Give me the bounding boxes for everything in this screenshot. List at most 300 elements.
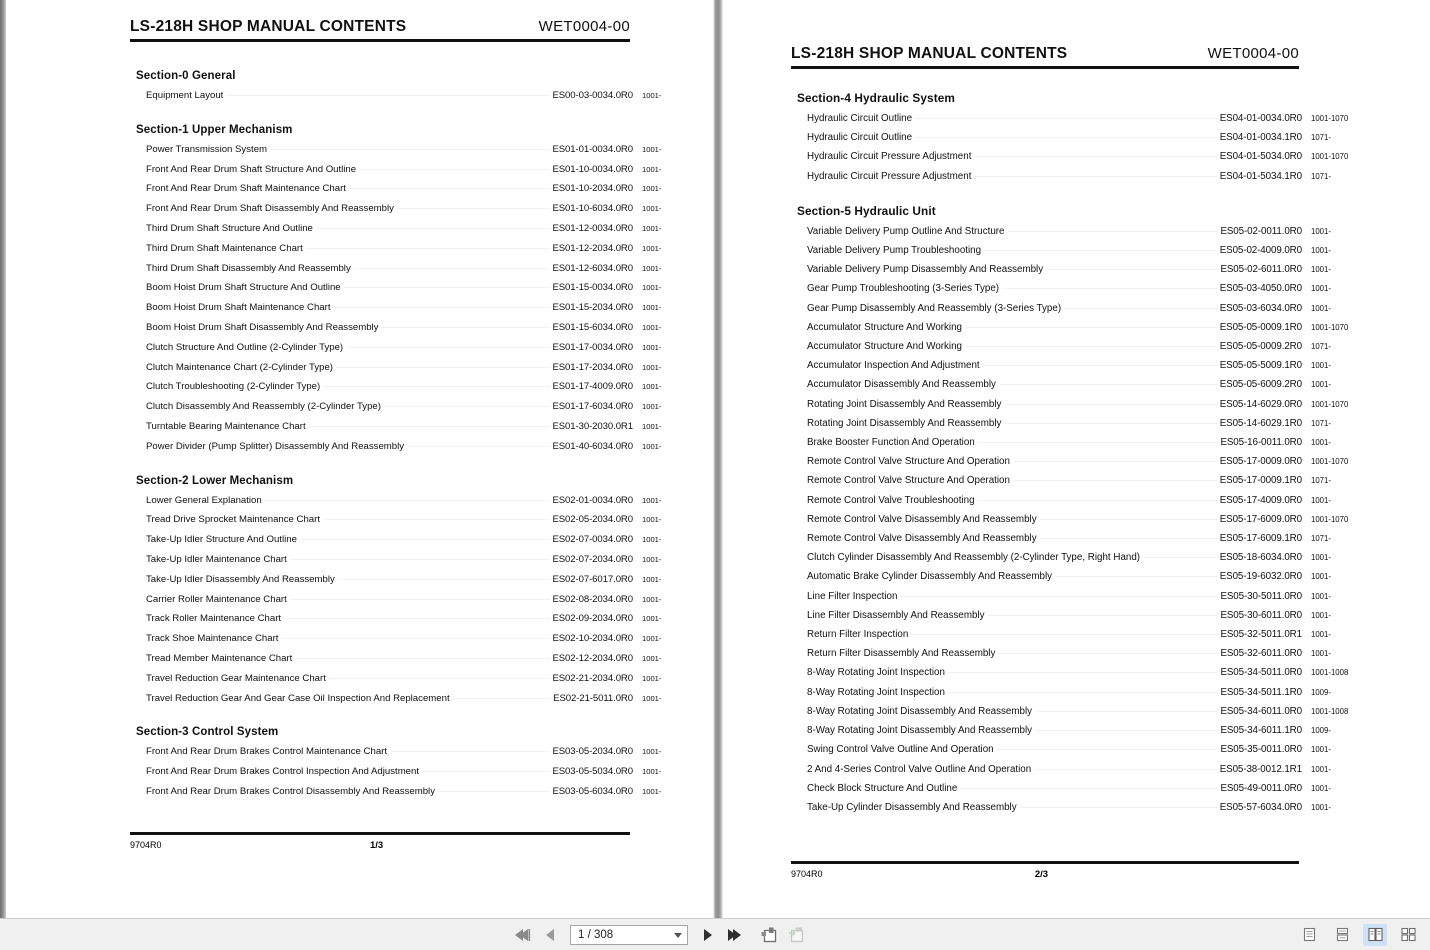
toc-entry-document-code: ES05-05-5009.1R0 [1219, 360, 1302, 372]
toc-entry-document-code: ES04-01-5034.1R0 [1219, 170, 1302, 182]
toc-entry-document-code: ES02-12-2034.0R0 [552, 652, 633, 664]
toc-entry-document-code: ES05-14-6029.0R0 [1219, 398, 1302, 410]
toc-entry-serial-number: 1001-1070 [1311, 514, 1349, 524]
toc-entry-document-code: ES02-01-0034.0R0 [552, 494, 633, 506]
page-2-page-number: 2/3 [1034, 869, 1049, 880]
page-2-title: LS-218H SHOP MANUAL CONTENTS [791, 45, 1068, 62]
toc-entry-leader-dots [323, 511, 550, 520]
toc-entry-label: Brake Booster Function And Operation [807, 437, 975, 449]
toc-entry-serial-number: 1071- [1311, 133, 1331, 143]
toc-entry-label: Swing Control Valve Outline And Operation [807, 744, 994, 756]
toc-entry-label: Third Drum Shaft Structure And Outline [146, 222, 313, 234]
toc-entry[interactable] [807, 779, 1363, 798]
toc-entry-document-code: ES05-32-5011.0R1 [1220, 629, 1302, 641]
toc-entry-document-code: ES01-10-2034.0R0 [552, 183, 633, 195]
toc-entry[interactable] [146, 239, 700, 259]
toc-entry-leader-dots [1004, 415, 1217, 424]
footer-rule [130, 832, 630, 835]
toc-entry[interactable] [807, 337, 1363, 356]
toc-entry[interactable] [146, 278, 700, 298]
toc-entry-serial-number: 1001- [642, 614, 662, 624]
toc-entry[interactable] [146, 377, 700, 397]
toc-entry[interactable] [807, 395, 1363, 414]
toc-entry-leader-dots [974, 168, 1217, 177]
toc-entry-label: Travel Reduction Gear Maintenance Chart [146, 672, 326, 684]
toc-entry-leader-dots [1035, 703, 1218, 712]
toc-entry-document-code: ES05-03-6034.0R0 [1219, 302, 1302, 314]
previous-page-button[interactable] [539, 924, 561, 946]
toc-entry-label: Remote Control Valve Disassembly And Reassembly [807, 513, 1037, 525]
toc-entry-leader-dots [1020, 799, 1218, 808]
toc-entry[interactable] [807, 529, 1363, 548]
toc-entry-leader-dots [359, 161, 550, 170]
toc-entry-serial-number: 1001- [642, 223, 662, 233]
toc-entry-serial-number: 1071- [1311, 171, 1331, 181]
toc-entry[interactable] [146, 590, 700, 610]
toc-entry-document-code: ES05-49-0011.0R0 [1220, 782, 1302, 794]
toc-entry[interactable] [807, 798, 1363, 817]
toc-entry-serial-number: 1001-1070 [1311, 114, 1349, 123]
toc-entry[interactable] [807, 663, 1363, 682]
toc-section-title: Section-2 Lower Mechanism [136, 474, 294, 487]
toc-entry-label: Remote Control Valve Troubleshooting [807, 494, 975, 506]
toc-entry[interactable] [807, 471, 1363, 490]
last-page-button[interactable] [724, 924, 746, 946]
toc-entry-document-code: ES05-57-6034.0R0 [1219, 801, 1302, 813]
toc-entry[interactable] [146, 417, 700, 437]
toc-entry-serial-number: 1001- [642, 594, 662, 604]
layout-two-page-button[interactable] [1363, 924, 1387, 946]
toc-entry-serial-number: 1071- [1311, 418, 1331, 428]
toc-entry[interactable] [807, 356, 1363, 375]
toc-entry-serial-number: 1001- [642, 91, 662, 100]
toc-entry-leader-dots [295, 650, 550, 659]
toc-entry-leader-dots [978, 434, 1219, 443]
toc-entry[interactable] [146, 298, 700, 318]
toc-entry[interactable] [807, 683, 1363, 702]
toc-entry-label: Rotating Joint Disassembly And Reassembly [807, 398, 1002, 410]
toc-entry-document-code: ES05-34-5011.0R0 [1220, 667, 1302, 679]
toc-entry-label: Rotating Joint Disassembly And Reassembly [807, 417, 1002, 429]
viewer-toolbar [0, 918, 1430, 950]
toc-entry-serial-number: 1001- [642, 767, 662, 777]
toc-entry-label: Power Divider (Pump Splitter) Disassembly And Reassembly [146, 440, 405, 452]
toc-entry[interactable] [807, 702, 1363, 721]
toc-entry-serial-number: 1001- [642, 322, 662, 332]
toc-entry[interactable] [807, 721, 1363, 740]
toc-entry-label: Equipment Layout [146, 90, 224, 101]
toc-section [130, 70, 700, 106]
toc-entry-serial-number: 1001- [642, 495, 662, 505]
toc-entry-document-code: ES01-10-0034.0R0 [552, 163, 633, 175]
toc-entry-document-code: ES05-17-0009.0R0 [1219, 456, 1302, 468]
page-1-doc-code: WET0004-00 [538, 18, 630, 35]
toc-entry-serial-number: 1001-1008 [1311, 706, 1349, 716]
toc-entry-serial-number: 1001- [642, 693, 662, 703]
toc-entry[interactable] [807, 644, 1363, 663]
toc-entry[interactable] [146, 199, 700, 219]
toc-entry-leader-dots [974, 148, 1217, 157]
toc-entry[interactable] [146, 491, 700, 511]
toc-entry-document-code: ES01-15-6034.0R0 [552, 321, 633, 333]
toc-entry[interactable] [807, 606, 1363, 625]
toc-entry[interactable] [146, 219, 700, 239]
toc-entry-serial-number: 1001- [642, 653, 662, 663]
toc-entry[interactable] [807, 510, 1363, 529]
toc-entry-leader-dots [984, 242, 1218, 251]
toc-entry-leader-dots [965, 338, 1218, 347]
toc-entry[interactable] [146, 338, 700, 358]
toc-entry-document-code: ES01-17-6034.0R0 [552, 401, 633, 413]
toc-entry-serial-number: 1001- [1311, 783, 1331, 793]
toc-entry-serial-number: 1009- [1311, 726, 1331, 736]
toc-entry-label: Line Filter Disassembly And Reassembly [807, 609, 985, 621]
toc-entry-leader-dots [384, 398, 550, 407]
open-document-button[interactable] [759, 924, 781, 946]
toc-entry-document-code: ES05-14-6029.1R0 [1219, 417, 1302, 429]
toc-entry-serial-number: 1001- [642, 554, 662, 564]
toc-entry-serial-number: 1001- [642, 402, 662, 412]
toc-entry-leader-dots [390, 743, 550, 752]
toc-entry[interactable] [807, 147, 1363, 166]
layout-continuous-scroll-button[interactable] [1330, 924, 1354, 946]
toc-entry[interactable] [146, 160, 700, 180]
toc-entry-label: Take-Up Idler Structure And Outline [146, 534, 297, 546]
page-number-input[interactable] [570, 925, 688, 945]
toc-entry-serial-number: 1001-1070 [1311, 152, 1349, 162]
toc-entry-document-code: ES05-38-0012.1R1 [1219, 763, 1302, 775]
toc-entry[interactable] [807, 241, 1363, 260]
toc-entry-serial-number: 1001- [642, 362, 662, 372]
toc-entry-label: Front And Rear Drum Shaft Disassembly And Reassembly [146, 203, 394, 215]
toc-entry-serial-number: 1001- [642, 421, 662, 431]
page-navigation-group [512, 924, 808, 946]
toc-entry-document-code: ES01-40-6034.0R0 [552, 440, 633, 452]
toc-entry-serial-number: 1001- [1311, 553, 1331, 563]
toc-entry-leader-dots [1034, 761, 1218, 770]
toc-entry-leader-dots [309, 418, 551, 427]
toc-entry-label: Third Drum Shaft Maintenance Chart [146, 242, 303, 254]
toc-entry-leader-dots [281, 630, 550, 639]
toc-entry-label: Line Filter Inspection [807, 590, 898, 602]
toc-entry[interactable] [146, 140, 700, 160]
toc-section-title: Section-5 Hydraulic Unit [797, 203, 936, 218]
toc-entry-label: Hydraulic Circuit Outline [807, 113, 913, 124]
toc-entry[interactable] [807, 414, 1363, 433]
next-page-button[interactable] [697, 924, 719, 946]
toc-entry-document-code: ES02-07-0034.0R0 [552, 534, 633, 546]
toc-entry-document-code: ES02-21-5011.0R0 [553, 692, 633, 704]
toc-entry[interactable] [146, 570, 700, 590]
serial-no-column-header [130, 48, 700, 62]
toc-entry-leader-dots [438, 783, 550, 792]
toc-entry-document-code: ES05-17-4009.0R0 [1219, 494, 1302, 506]
toc-entry[interactable] [807, 625, 1363, 644]
toc-entry-serial-number: 1001- [642, 441, 662, 451]
toc-entry-leader-dots [334, 299, 551, 308]
toc-entry-leader-dots [354, 260, 551, 269]
toc-entry-serial-number: 1001- [1311, 572, 1331, 582]
toc-entry[interactable] [807, 318, 1363, 337]
toc-entry-document-code: ES03-05-2034.0R0 [552, 746, 633, 758]
toc-entry[interactable] [146, 510, 700, 530]
page-2-doc-code: WET0004-00 [1207, 45, 1299, 62]
toc-entry[interactable] [807, 491, 1363, 510]
toc-entry-document-code: ES02-08-2034.0R0 [552, 593, 633, 605]
toc-entry-label: Gear Pump Troubleshooting (3-Series Type) [807, 283, 1000, 295]
toc-entry-document-code: ES05-02-0011.0R0 [1220, 225, 1302, 237]
toc-entry-label: Track Shoe Maintenance Chart [146, 633, 279, 645]
toc-entry-document-code: ES01-12-6034.0R0 [552, 262, 633, 274]
toc-entry-serial-number: 1001- [642, 263, 662, 273]
toc-entry[interactable] [146, 530, 700, 550]
toc-entry[interactable] [807, 260, 1363, 279]
toc-entry-leader-dots [338, 571, 551, 580]
toc-entry[interactable] [807, 587, 1363, 606]
toc-entry-document-code: ES03-05-6034.0R0 [552, 785, 633, 797]
toc-entry-leader-dots [344, 279, 551, 288]
page-spine-divider [713, 0, 723, 918]
toc-entry-document-code: ES04-01-5034.0R0 [1219, 151, 1302, 163]
toc-entry-serial-number: 1071- [1311, 342, 1331, 352]
toc-entry-document-code: ES05-05-0009.1R0 [1219, 321, 1302, 333]
toc-entry-label: Variable Delivery Pump Disassembly And Reassembly [807, 264, 1044, 276]
toc-entry-label: 8-Way Rotating Joint Disassembly And Reassembly [807, 705, 1033, 717]
toc-entry-serial-number: 1001- [642, 164, 662, 174]
toc-entry-leader-dots [422, 763, 550, 772]
toc-entry-document-code: ES05-34-6011.1R0 [1220, 725, 1302, 737]
toc-entry-serial-number: 1001- [642, 574, 662, 584]
toc-section [130, 475, 700, 709]
first-page-button[interactable] [512, 924, 534, 946]
toc-entry[interactable] [146, 649, 700, 669]
toc-entry-document-code: ES02-21-2034.0R0 [552, 672, 633, 684]
toc-entry-label: Automatic Brake Cylinder Disassembly And Reassembly [807, 571, 1053, 583]
toc-entry[interactable] [807, 222, 1363, 241]
toc-entry[interactable] [807, 279, 1363, 298]
toc-entry-document-code: ES01-15-0034.0R0 [552, 282, 633, 294]
toc-entry-label: Accumulator Inspection And Adjustment [807, 360, 980, 372]
toc-section-title: Section-1 Upper Mechanism [136, 123, 293, 136]
toc-entry-document-code: ES05-17-0009.1R0 [1219, 475, 1302, 487]
toc-entry-leader-dots [1035, 722, 1218, 731]
toc-entry-leader-dots [1064, 300, 1218, 309]
toc-entry-label: Tread Member Maintenance Chart [146, 652, 293, 664]
toc-entry-serial-number: 1001- [1311, 630, 1331, 640]
toc-entry-leader-dots [323, 378, 550, 387]
toc-entry-serial-number: 1001- [1311, 764, 1331, 774]
layout-single-page-button[interactable] [1297, 924, 1321, 946]
toc-entry-document-code: ES05-02-4009.0R0 [1219, 245, 1302, 257]
chevron-down-icon[interactable] [674, 933, 682, 938]
toc-entry[interactable] [807, 109, 1363, 128]
toc-entry[interactable] [146, 762, 700, 782]
toc-section-title: Section-4 Hydraulic System [797, 91, 955, 105]
toc-entry-label: Front And Rear Drum Brakes Control Maintenance Chart [146, 746, 388, 758]
export-document-button[interactable] [786, 924, 808, 946]
toc-entry-label: 2 And 4-Series Control Valve Outline And Operation [807, 763, 1032, 775]
toc-entry-leader-dots [346, 339, 550, 348]
toc-entry-leader-dots [948, 684, 1218, 693]
toc-entry-document-code: ES02-05-2034.0R0 [552, 514, 633, 526]
toc-entry-serial-number: 1001- [1311, 380, 1331, 390]
toc-entry-leader-dots [983, 357, 1218, 366]
toc-entry-label: 8-Way Rotating Joint Disassembly And Reassembly [807, 725, 1033, 737]
toc-section [791, 91, 1363, 186]
toc-entry-label: Check Block Structure And Outline [807, 782, 958, 794]
toc-entry-serial-number: 1001- [1311, 438, 1331, 448]
toc-entry-label: Clutch Troubleshooting (2-Cylinder Type) [146, 381, 321, 393]
toc-entry-serial-number: 1001- [1311, 303, 1331, 313]
toc-entry-document-code: ES01-01-0034.0R0 [552, 143, 633, 155]
toc-entry-label: Hydraulic Circuit Pressure Adjustment [807, 151, 972, 163]
toc-entry[interactable] [807, 567, 1363, 586]
toc-entry-label: Carrier Roller Maintenance Chart [146, 593, 287, 605]
toc-entry-label: Boom Hoist Drum Shaft Structure And Outline [146, 282, 341, 294]
toc-entry-document-code: ES02-10-2034.0R0 [552, 633, 633, 645]
toc-entry-serial-number: 1001- [642, 535, 662, 545]
toc-entry-serial-number: 1001- [1311, 361, 1331, 371]
page-1-content [130, 18, 700, 802]
toc-entry[interactable] [146, 179, 700, 199]
toc-entry-document-code: ES05-32-6011.0R0 [1220, 648, 1302, 660]
toc-entry-leader-dots [1013, 453, 1218, 462]
toc-entry-leader-dots [1002, 280, 1218, 289]
footer-rule [791, 861, 1299, 864]
toc-entry-serial-number: 1001-1070 [1311, 322, 1349, 332]
toc-entry-leader-dots [270, 141, 550, 150]
toc-entry[interactable] [146, 318, 700, 338]
toc-entry-document-code: ES02-07-2034.0R0 [552, 553, 633, 565]
layout-two-page-scroll-button[interactable] [1396, 924, 1420, 946]
toc-entry-serial-number: 1071- [1311, 476, 1331, 486]
toc-entry-serial-number: 1001- [1311, 265, 1331, 275]
toc-entry-serial-number: 1001- [1311, 649, 1331, 659]
toc-entry-document-code: ES01-30-2030.0R1 [552, 420, 633, 432]
toc-entry-serial-number: 1001- [642, 243, 662, 253]
toc-entry[interactable] [146, 358, 700, 378]
toc-entry-label: Boom Hoist Drum Shaft Disassembly And Reassembly [146, 321, 379, 333]
toc-entry[interactable] [146, 629, 700, 649]
toc-entry[interactable] [807, 548, 1363, 567]
toc-entry-serial-number: 1001- [642, 204, 662, 214]
toc-entry-label: Clutch Cylinder Disassembly And Reassembly (2-Cylinder Type, Right Hand) [807, 552, 1141, 564]
toc-entry-document-code: ES01-12-2034.0R0 [552, 242, 633, 254]
toc-entry-leader-dots [988, 607, 1219, 616]
toc-entry[interactable] [807, 128, 1363, 147]
toc-entry-label: Track Roller Maintenance Chart [146, 613, 282, 625]
toc-entry-leader-dots [265, 492, 551, 501]
toc-entry-document-code: ES02-07-6017.0R0 [552, 573, 633, 585]
toc-entry-document-code: ES01-17-2034.0R0 [552, 361, 633, 373]
toc-entry-label: Take-Up Idler Disassembly And Reassembly [146, 573, 335, 585]
toc-entry-document-code: ES05-30-6011.0R0 [1220, 609, 1302, 621]
toc-entry-document-code: ES04-01-0034.0R0 [1219, 113, 1302, 124]
toc-entry[interactable] [146, 86, 700, 106]
toc-entry-leader-dots [999, 376, 1218, 385]
toc-entry-leader-dots [915, 110, 1218, 119]
document-page-1 [6, 0, 713, 918]
toc-entry-label: Take-Up Cylinder Disassembly And Reassembly [807, 801, 1017, 813]
toc-entry-document-code: ES03-05-5034.0R0 [552, 766, 633, 778]
toc-entry-leader-dots [1004, 396, 1217, 405]
toc-entry[interactable] [146, 259, 700, 279]
toc-entry[interactable] [807, 167, 1363, 186]
toc-entry-serial-number: 1001- [1311, 246, 1331, 256]
toc-entry-leader-dots [397, 200, 551, 209]
toc-entry[interactable] [146, 669, 700, 689]
toc-entry-serial-number: 1001- [642, 342, 662, 352]
toc-entry[interactable] [146, 550, 700, 570]
toc-entry-serial-number: 1001- [642, 673, 662, 683]
toc-entry-label: Accumulator Structure And Working [807, 341, 963, 353]
toc-entry-serial-number: 1001- [1311, 226, 1331, 236]
toc-entry-leader-dots [1143, 549, 1218, 558]
toc-entry-label: Variable Delivery Pump Troubleshooting [807, 245, 982, 257]
toc-entry-leader-dots [1046, 261, 1218, 270]
toc-entry-label: 8-Way Rotating Joint Inspection [807, 667, 945, 679]
toc-entry-leader-dots [1007, 223, 1218, 232]
toc-entry-leader-dots [915, 129, 1218, 138]
toc-entry-leader-dots [329, 670, 551, 679]
toc-entry-document-code: ES01-15-2034.0R0 [552, 302, 633, 314]
toc-entry-label: Tread Drive Sprocket Maintenance Chart [146, 514, 321, 526]
toc-entry-label: Accumulator Structure And Working [807, 321, 963, 333]
toc-entry-document-code: ES01-17-4009.0R0 [552, 381, 633, 393]
toc-entry-label: Hydraulic Circuit Outline [807, 132, 913, 144]
toc-entry[interactable] [807, 452, 1363, 471]
toc-entry-document-code: ES05-35-0011.0R0 [1220, 744, 1302, 756]
toc-entry[interactable] [146, 397, 700, 417]
toc-entry[interactable] [807, 299, 1363, 318]
toc-entry-leader-dots [998, 645, 1218, 654]
toc-entry-label: Lower General Explanation [146, 494, 262, 506]
toc-entry-document-code: ES01-12-0034.0R0 [552, 222, 633, 234]
toc-entry[interactable] [807, 375, 1363, 394]
toc-entry-leader-dots [226, 87, 550, 96]
page-1-page-number: 1/3 [370, 840, 384, 851]
toc-entry-document-code: ES01-10-6034.0R0 [552, 203, 633, 215]
toc-entry-document-code: ES05-34-6011.0R0 [1220, 705, 1302, 717]
toc-entry-leader-dots [1040, 511, 1218, 520]
toc-entry-document-code: ES05-34-5011.1R0 [1220, 686, 1302, 698]
toc-entry[interactable] [807, 760, 1363, 779]
toc-entry-document-code: ES05-05-0009.2R0 [1219, 341, 1302, 353]
toc-section [791, 204, 1363, 817]
document-page-2 [723, 0, 1430, 918]
toc-entry-label: Remote Control Valve Structure And Operation [807, 475, 1010, 487]
toc-entry-serial-number: 1001- [1311, 745, 1331, 755]
toc-entry[interactable] [807, 433, 1363, 452]
toc-entry-serial-number: 1001-1008 [1311, 668, 1349, 678]
toc-entry-label: Third Drum Shaft Disassembly And Reassembly [146, 262, 351, 274]
toc-entry[interactable] [146, 609, 700, 629]
toc-entry-label: Remote Control Valve Disassembly And Reassembly [807, 533, 1037, 545]
toc-entry-label: Clutch Maintenance Chart (2-Cylinder Type) [146, 361, 333, 373]
toc-entry-leader-dots [306, 240, 551, 249]
toc-entry[interactable] [146, 437, 700, 457]
toc-entry-label: Variable Delivery Pump Outline And Structure [807, 225, 1005, 237]
toc-entry-serial-number: 1001- [642, 184, 662, 194]
toc-entry[interactable] [146, 742, 700, 762]
toc-entry-label: Gear Pump Disassembly And Reassembly (3-Series Type) [807, 302, 1062, 314]
toc-entry-label: Front And Rear Drum Shaft Structure And Outline [146, 163, 357, 175]
toc-entry[interactable] [146, 782, 700, 802]
toc-entry[interactable] [146, 689, 700, 709]
toc-entry-leader-dots [453, 690, 552, 699]
toc-entry-document-code: ES05-05-6009.2R0 [1219, 379, 1302, 391]
toc-entry[interactable] [807, 740, 1363, 759]
